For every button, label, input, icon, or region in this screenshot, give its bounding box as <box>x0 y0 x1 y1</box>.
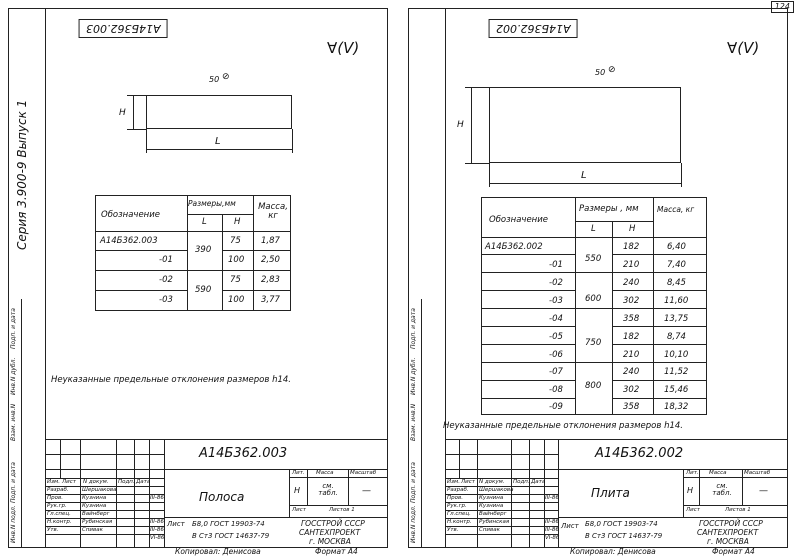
left-surface-mark: ⊘ <box>222 72 230 82</box>
left-copied: Копировал: Денисова <box>175 547 261 556</box>
left-sheet: А14Б362.003 ∀(V) 50 ⊘ L H Обозначение Размеры,мм L H Масса, кг А14Б362.003 75 1,87 -01 100 2,50 -02 75 2,83 -03 100 3,77 390 590 Неуказанные предельные отклонения размеров h14. А14Б362.003 Полоса Лит. Масса Масштаб Н см. табл. — Лист Листов 1 ГОССТРОЙ СССР САНТЕХПРОЕКТ г. МОСКВА Лист Б8,0 ГОСТ 19903-74 В Ст3 ГОСТ 14637-79 Изм. Лист N докум. Подп. Дата Разраб. Шершакова Пров. Кузнина Рук.гр. Кузнина Гл.спец. Вайнберг Н.контр. Рубинская Утв. Спивак III-86 III-86 III-86 VI-86 Инв.N подл. Подп. и дата Взам. инв.N Инв.N дубл. Подп. и дата <box>8 8 388 548</box>
left-th-l: L <box>202 217 207 227</box>
left-th-designation: Обозначение <box>101 210 160 220</box>
right-th-designation: Обозначение <box>489 215 548 225</box>
table-row: -05 <box>549 332 563 342</box>
page-number: 124 <box>771 1 794 13</box>
left-roughness: ∀(V) <box>327 39 360 57</box>
left-note: Неуказанные предельные отклонения размеров h14. <box>51 375 291 385</box>
right-surface-label: 50 <box>595 68 606 77</box>
right-th-mass: Масса, кг <box>657 205 695 214</box>
table-row: -09 <box>549 402 563 412</box>
left-surface-label: 50 <box>209 75 220 84</box>
table-row: -06 <box>549 350 563 360</box>
left-dim-l: L <box>215 136 221 147</box>
table-row: -01 <box>549 260 563 270</box>
left-dim-h: H <box>119 108 126 118</box>
right-th-l: L <box>591 224 596 234</box>
left-dim-l-line <box>146 149 292 150</box>
right-dim-l: L <box>581 170 587 181</box>
table-row: А14Б362.003 <box>100 236 158 246</box>
right-roughness: ∀(V) <box>727 39 760 57</box>
right-dim-h: H <box>457 120 464 130</box>
right-dim-h-line <box>471 87 472 163</box>
series-label: Серия 3.900-9 Выпуск 1 <box>15 99 29 250</box>
left-th-h: H <box>234 217 241 227</box>
left-format: Формат А4 <box>315 547 358 556</box>
right-th-sizes: Размеры , мм <box>579 204 639 214</box>
table-row: -03 <box>159 295 173 305</box>
left-th-mass: Масса, кг <box>258 202 288 221</box>
right-tb-designation: А14Б362.002 <box>595 446 684 461</box>
left-designation-top: А14Б362.003 <box>79 19 168 38</box>
table-row: -03 <box>549 296 563 306</box>
table-row: -04 <box>549 314 563 324</box>
table-row: -08 <box>549 385 563 395</box>
table-row: -07 <box>549 367 563 377</box>
table-row: А14Б362.002 <box>485 242 543 252</box>
right-note: Неуказанные предельные отклонения размеров h14. <box>443 421 683 431</box>
right-designation-top: А14Б362.002 <box>489 19 578 38</box>
left-th-sizes: Размеры,мм <box>188 199 236 208</box>
table-row: -02 <box>549 278 563 288</box>
right-sheet: А14Б362.002 ∀(V) 50 ⊘ L H Обозначение Размеры , мм L H Масса, кг А14Б362.002 182 6,40 -01 210 7,40 -02 240 8,45 -03 302 11,60 -04 358 13,75 -05 182 8,74 -06 210 10,10 -07 240 11,52 -08 302 15,46 -09 358 18,32 550 600 750 800 Неуказанные предельные отклонения размеров h14. А14Б362.002 Плита Лит. Масса Масштаб Н см. табл. — Лист Листов 1 ГОССТРОЙ СССР САНТЕХПРОЕКТ г. МОСКВА Лист Б8,0 ГОСТ 19903-74 В Ст3 ГОСТ 14637-79 Изм. Лист N докум. Подп. Дата Разраб. Шершакова Пров. Кузнина Рук.гр. Кузнина Гл.спец. Вайнберг Н.контр. Рубинская Утв. Спивак III-86 III-86 III-86 VI-86 Инв.N подл. Подп. и дата Взам. инв.N Инв.N дубл. Подп. и дата <box>408 8 788 548</box>
table-row: -02 <box>159 275 173 285</box>
table-row: -01 <box>159 255 173 265</box>
right-part-rect <box>489 87 681 163</box>
right-format: Формат А4 <box>712 547 755 556</box>
right-tb-name: Плита <box>591 486 630 500</box>
left-tb-designation: А14Б362.003 <box>199 446 288 461</box>
right-th-h: H <box>629 224 636 234</box>
right-surface-mark: ⊘ <box>608 65 616 75</box>
left-part-rect <box>146 95 292 129</box>
right-dim-l-line <box>489 183 681 184</box>
left-tb-name: Полоса <box>199 490 245 504</box>
left-dim-h-line <box>133 95 134 129</box>
right-copied: Копировал: Денисова <box>570 547 656 556</box>
